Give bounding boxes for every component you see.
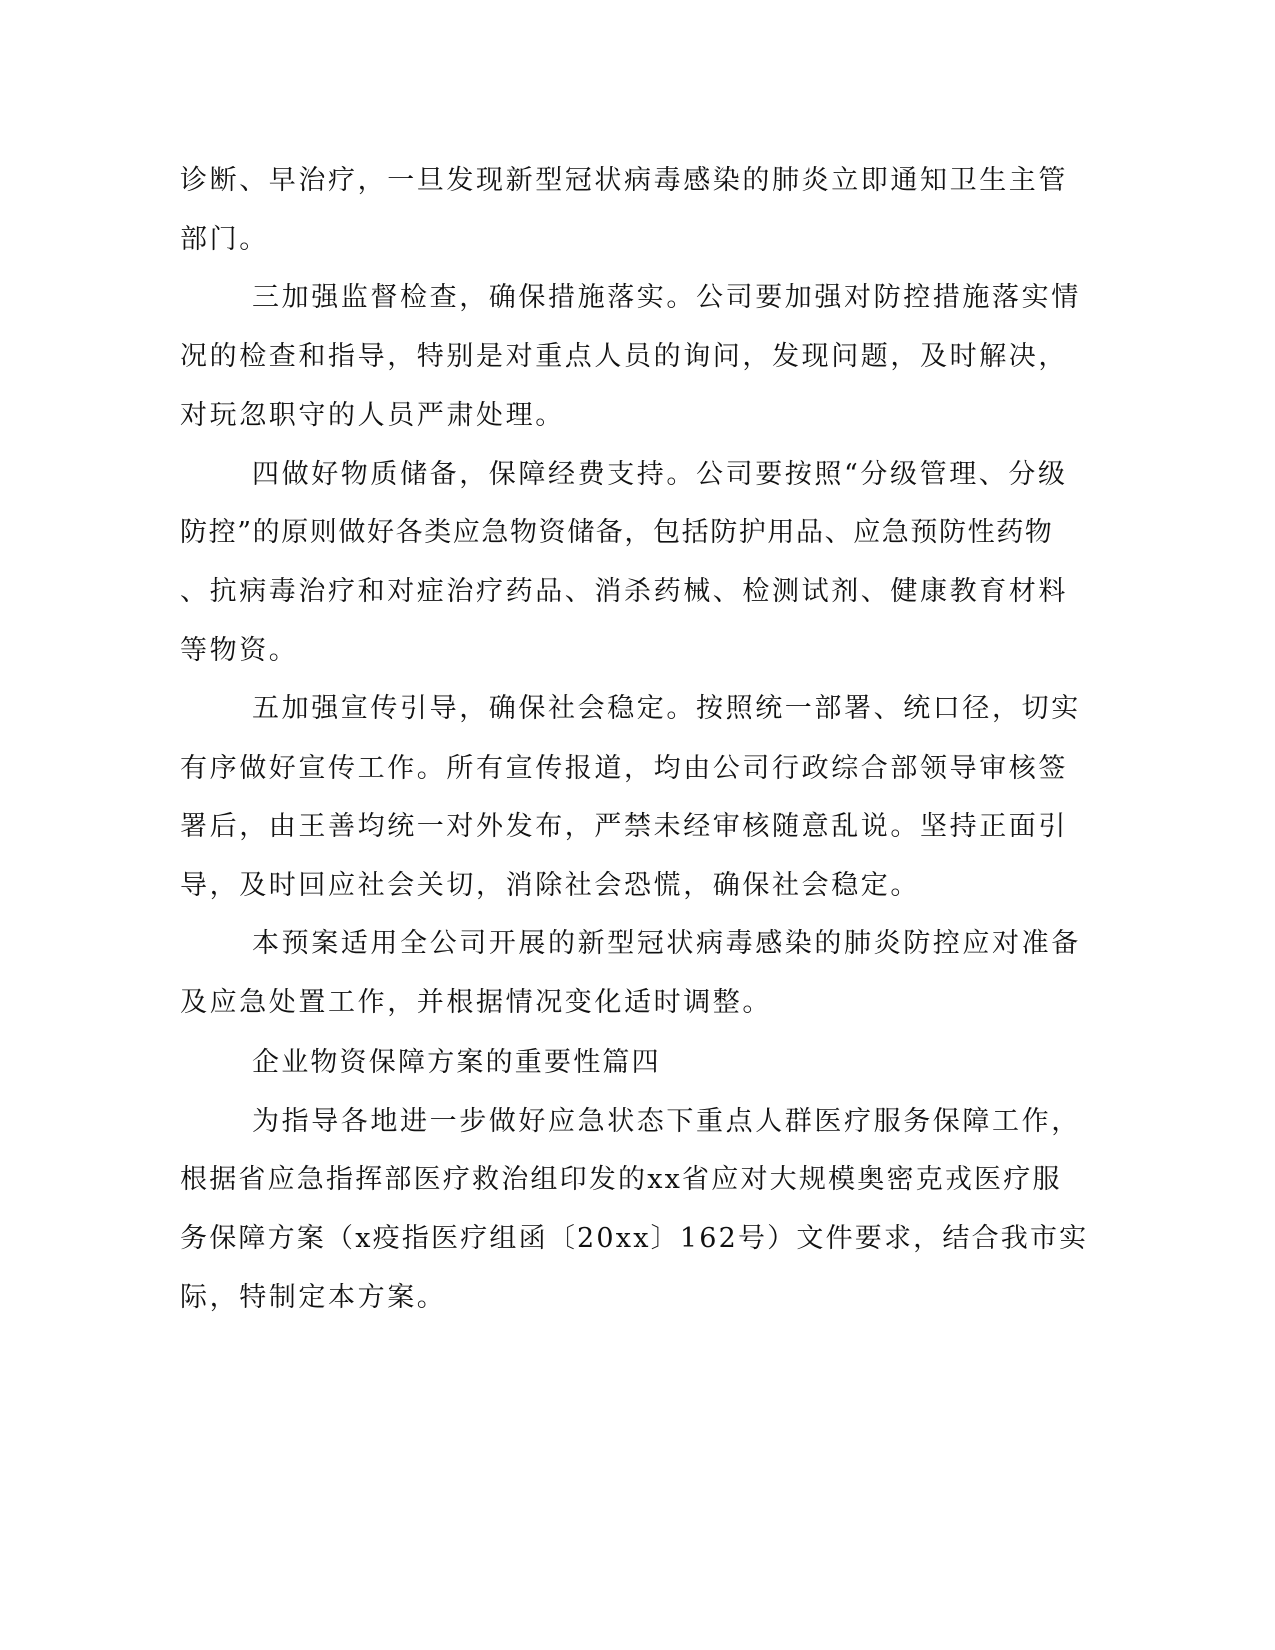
- paragraph-line: 根据省应急指挥部医疗救治组印发的xx省应对大规模奥密克戎医疗服: [180, 1164, 1062, 1195]
- paragraph-line: 对玩忽职守的人员严肃处理。: [180, 400, 565, 431]
- paragraph-line: 部门。: [180, 224, 269, 255]
- paragraph-line: 防控”的原则做好各类应急物资储备，包括防护用品、应急预防性药物: [180, 517, 1054, 548]
- paragraph-line: 三加强监督检查，确保措施落实。公司要加强对防控措施落实情: [252, 282, 1081, 313]
- paragraph-line: 诊断、早治疗，一旦发现新型冠状病毒感染的肺炎立即通知卫生主管: [180, 165, 1068, 196]
- paragraph-line: 为指导各地进一步做好应急状态下重点人群医疗服务保障工作，: [252, 1106, 1081, 1137]
- paragraph-line: 署后，由王善均统一对外发布，严禁未经审核随意乱说。坚持正面引: [180, 811, 1068, 842]
- paragraph-line: 务保障方案（x疫指医疗组函〔20xx〕162号）文件要求，结合我市实: [180, 1223, 1089, 1254]
- paragraph-line: 、抗病毒治疗和对症治疗药品、消杀药械、检测试剂、健康教育材料: [180, 576, 1068, 607]
- paragraph-line: 五加强宣传引导，确保社会稳定。按照统一部署、统口径，切实: [252, 693, 1081, 724]
- paragraph-line: 导，及时回应社会关切，消除社会恐慌，确保社会稳定。: [180, 870, 920, 901]
- paragraph-line: 际，特制定本方案。: [180, 1282, 447, 1313]
- paragraph-line: 四做好物质储备，保障经费支持。公司要按照“分级管理、分级: [252, 459, 1068, 490]
- paragraph-line: 况的检查和指导，特别是对重点人员的询问，发现问题，及时解决，: [180, 341, 1068, 372]
- paragraph-line: 等物资。: [180, 635, 299, 666]
- paragraph-line: 有序做好宣传工作。所有宣传报道，均由公司行政综合部领导审核签: [180, 753, 1068, 784]
- paragraph-line: 本预案适用全公司开展的新型冠状病毒感染的肺炎防控应对准备: [252, 928, 1081, 959]
- section-heading: 企业物资保障方案的重要性篇四: [252, 1047, 661, 1078]
- paragraph-line: 及应急处置工作，并根据情况变化适时调整。: [180, 987, 772, 1018]
